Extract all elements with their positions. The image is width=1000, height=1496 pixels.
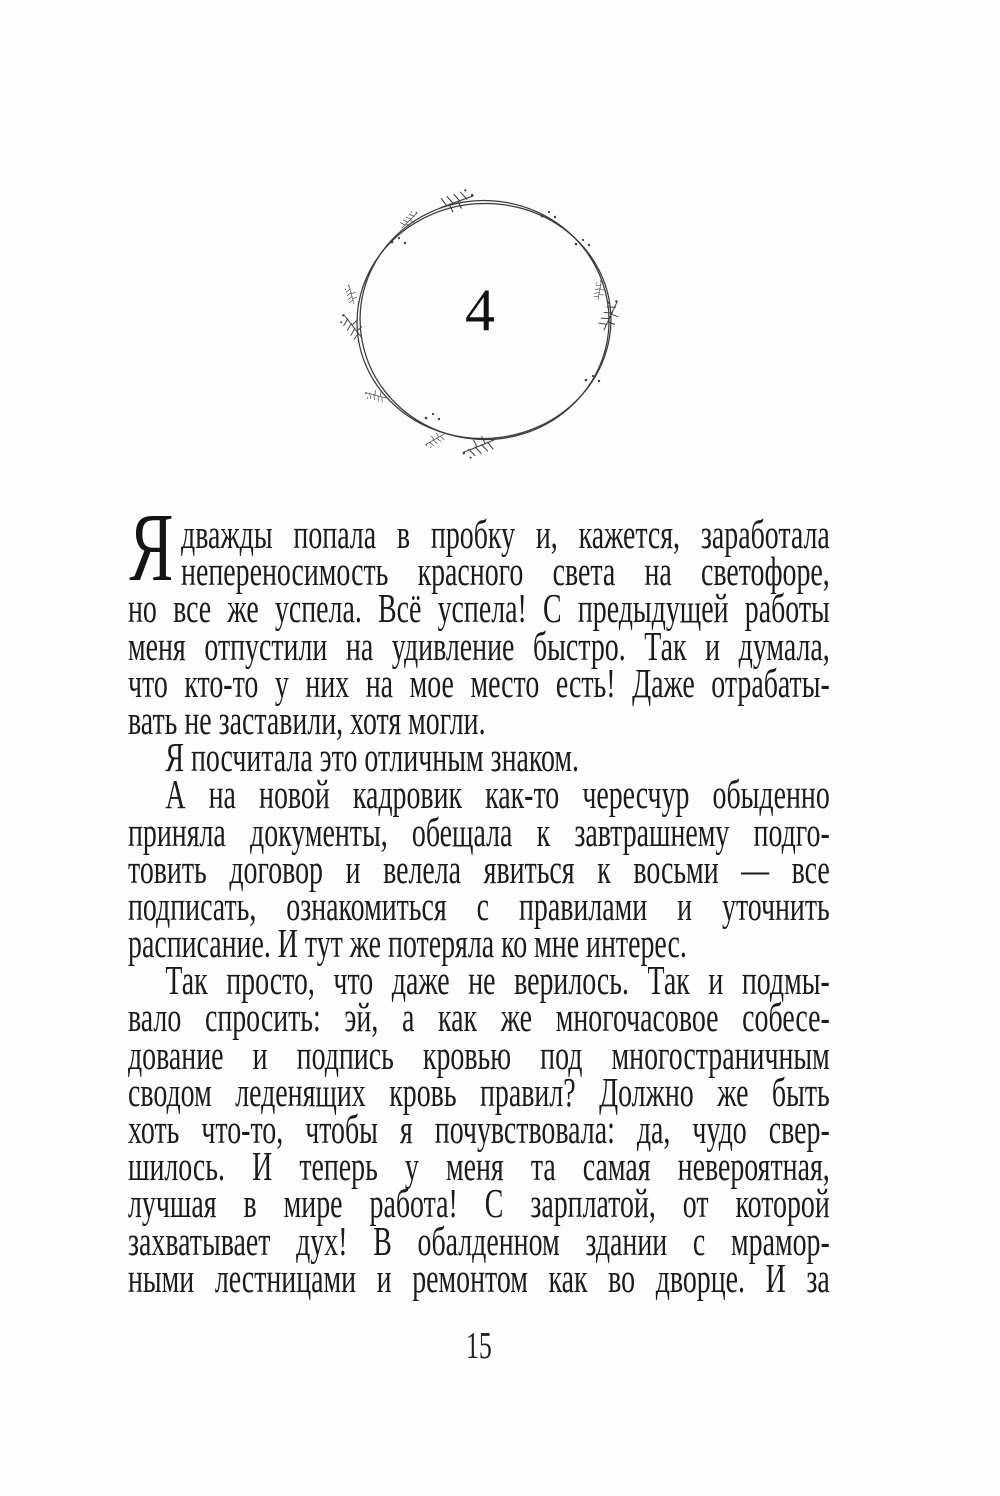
body-text xyxy=(128,494,830,1367)
text-line: приняла документы, обещала к завтрашнему подго- xyxy=(128,808,830,855)
paragraph xyxy=(128,957,830,1301)
paragraph xyxy=(128,771,830,967)
paragraph xyxy=(128,494,830,743)
text-line: хоть что-то, чтобы я почувствовала: да, чудо свер- xyxy=(128,1106,830,1152)
text-line: захватывает дух! В обалденном здании с мрамор- xyxy=(128,1217,830,1264)
text-line: сводом леденящих кровь правил? Должно же быть xyxy=(128,1068,830,1115)
text-line: подписать, ознакомиться с правилами и уточнить xyxy=(128,882,830,929)
text-line: дважды попала в пробку и, кажется, заработала xyxy=(181,511,830,557)
text-line: вать не заставили, хотя могли. xyxy=(128,696,486,743)
text-line: Так просто, что даже не верилось. Так и подмы- xyxy=(165,957,830,1004)
text-line: шилось. И теперь у меня та самая невероятная, xyxy=(128,1143,830,1190)
chapter-number: 4 xyxy=(465,277,495,343)
text-line: но все же успела. Всё успела! С предыдущей работы xyxy=(128,585,830,632)
text-line: ными лестницами и ремонтом как во дворце. И за xyxy=(128,1254,830,1301)
text-line: что кто-то у них на мое место есть! Даже отрабаты- xyxy=(128,659,830,706)
text-line: расписание. И тут же потеряла ко мне интерес. xyxy=(128,920,687,967)
text-line: товить договор и велела явиться к восьми — все xyxy=(128,845,830,892)
text-line: меня отпустили на удивление быстро. Так и думала, xyxy=(128,622,830,669)
text-line: непереносимость красного света на светофоре, xyxy=(181,548,830,595)
drop-cap: Я xyxy=(129,494,174,601)
text-line: вало спросить: эй, а как же многочасовое собесе- xyxy=(128,994,830,1041)
text-line: дование и подпись кровью под многостраничным xyxy=(128,1031,830,1078)
text-line: лучшая в мире работа! С зарплатой, от которой xyxy=(128,1180,830,1227)
text-line: А на новой кадровик как-то чересчур обыденно xyxy=(165,771,830,818)
text-line: Я посчитала это отличным знаком. xyxy=(165,734,580,781)
page-number: 15 xyxy=(465,1324,492,1367)
